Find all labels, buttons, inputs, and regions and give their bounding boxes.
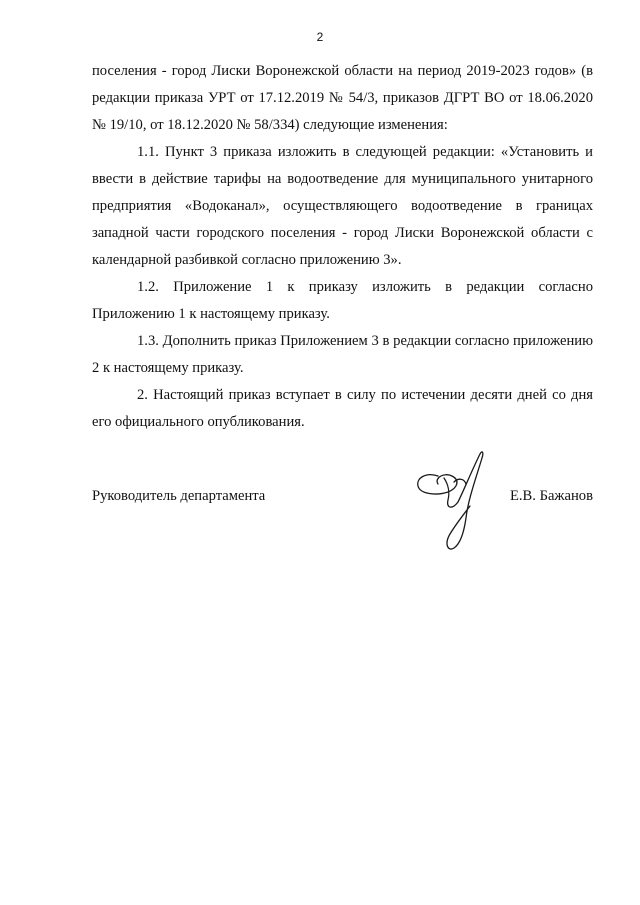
handwritten-signature (408, 448, 504, 554)
paragraph-1-2: 1.2. Приложение 1 к приказу изложить в редакции согласно Приложению 1 к настоящему приказу. (92, 279, 593, 322)
paragraph-1-1: 1.1. Пункт 3 приказа изложить в следующей редакции: «Установить и ввести в действие тарифы на водоотведение для муниципального унитарного предприятия «Водоканал», осуществляющего водоотведение в границах западной части городского поселения - город Лиски Воронежской области с календарной разбивкой согласно приложению 3». (92, 144, 593, 268)
paragraph-2: 2. Настоящий приказ вступает в силу по истечении десяти дней со дня его официального опубликования. (92, 387, 593, 430)
paragraph-1-3: 1.3. Дополнить приказ Приложением 3 в редакции согласно приложению 2 к настоящему приказу. (92, 333, 593, 376)
signature-block (92, 485, 593, 509)
paragraph-continuation: поселения - город Лиски Воронежской области на период 2019-2023 годов» (в редакции приказа УРТ от 17.12.2019 № 54/3, приказов ДГРТ ВО от 18.06.2020 № 19/10, от 18.12.2020 № 58/334) следующие изменения: (92, 63, 593, 133)
document-body (92, 58, 593, 436)
signer-title: Руководитель департамента (92, 488, 266, 504)
page-number: 2 (316, 30, 324, 44)
signer-name: Е.В. Бажанов (509, 488, 593, 504)
